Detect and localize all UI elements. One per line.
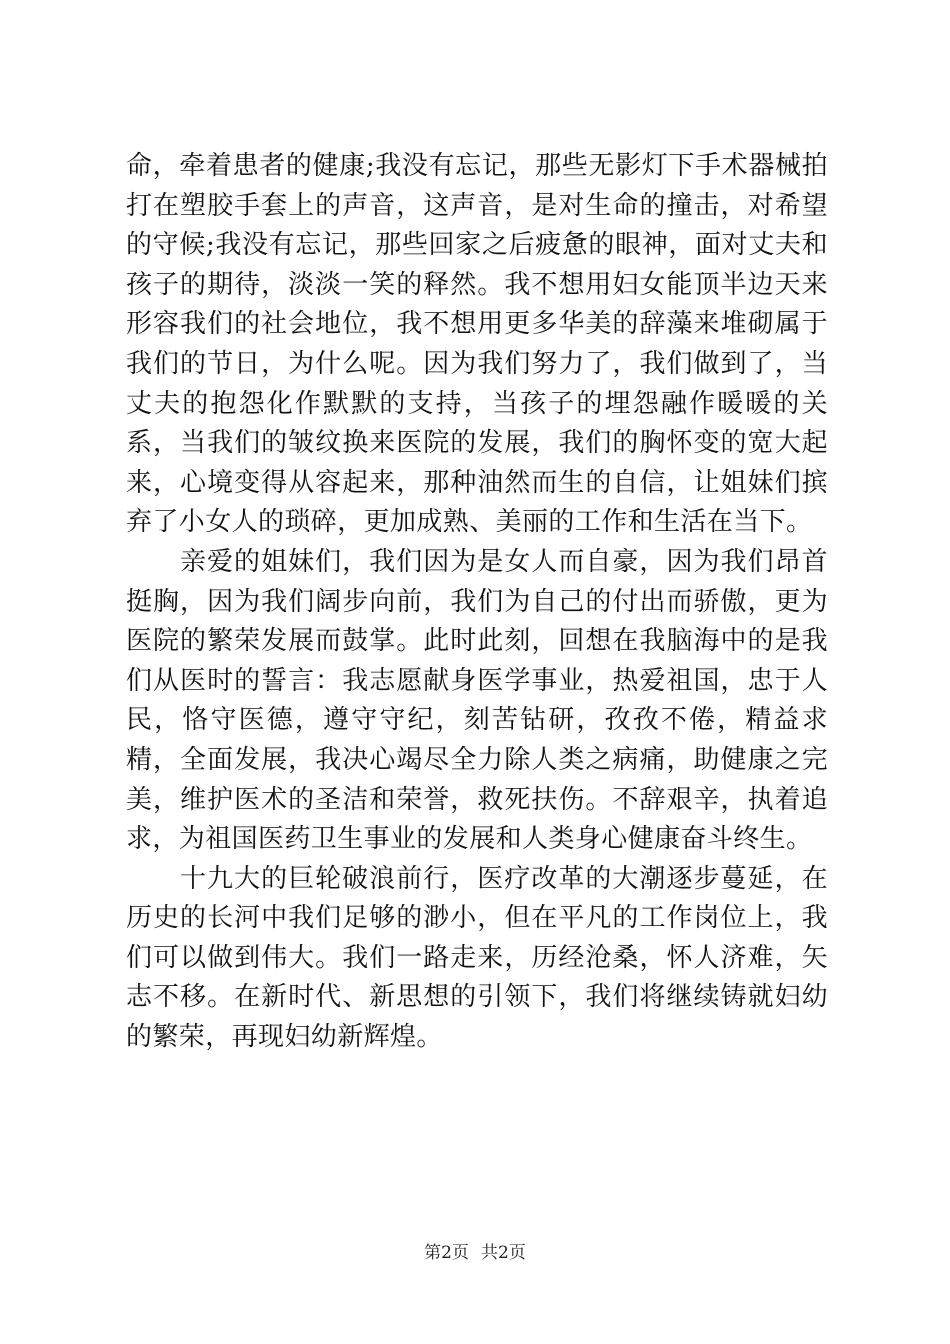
paragraph-continued: 命，牵着患者的健康;我没有忘记，那些无影灯下手术器械拍打在塑胶手套上的声音，这声音，是对生命的撞击，对希望的守候;我没有忘记，那些回家之后疲惫的眼神，面对丈夫和孩子的期待，淡淡一笑的释然。我不想用妇女能顶半边天来形容我们的社会地位，我不想用更多华美的辞藻来堆砌属于我们的节日，为什么呢。因为我们努力了，我们做到了，当丈夫的抱怨化作默默的支持，当孩子的埋怨融作暖暖的关系，当我们的皱纹换来医院的发展，我们的胸怀变的宽大起来，心境变得从容起来，那种油然而生的自信，让姐妹们摈弃了小女人的琐碎，更加成熟、美丽的工作和生活在当下。 [126, 151, 828, 538]
page-footer [0, 1242, 950, 1264]
paragraph-sisters: 亲爱的姐妹们，我们因为是女人而自豪，因为我们昂首挺胸，因为我们阔步向前，我们为自己的付出而骄傲，更为医院的繁荣发展而鼓掌。此时此刻，回想在我脑海中的是我们从医时的誓言：我志愿献身医学事业，热爱祖国，忠于人民，恪守医德，遵守守纪，刻苦钻研，孜孜不倦，精益求精，全面发展，我决心竭尽全力除人类之病痛，助健康之完美，维护医术的圣洁和荣誉，救死扶伤。不辞艰辛，执着追求，为祖国医药卫生事业的发展和人类身心健康奋斗终生。 [126, 546, 828, 855]
paragraph-nineteenth-congress: 十九大的巨轮破浪前行，医疗改革的大潮逐步蔓延，在历史的长河中我们足够的渺小，但在平凡的工作岗位上，我们可以做到伟大。我们一路走来，历经沧桑，怀人济难，矢志不移。在新时代、新思想的引领下，我们将继续铸就妇幼的繁荣，再现妇幼新辉煌。 [126, 863, 828, 1053]
page-total: 共2页 [481, 1243, 526, 1263]
page-number: 第2页 [424, 1243, 469, 1263]
document-body [126, 147, 828, 1058]
